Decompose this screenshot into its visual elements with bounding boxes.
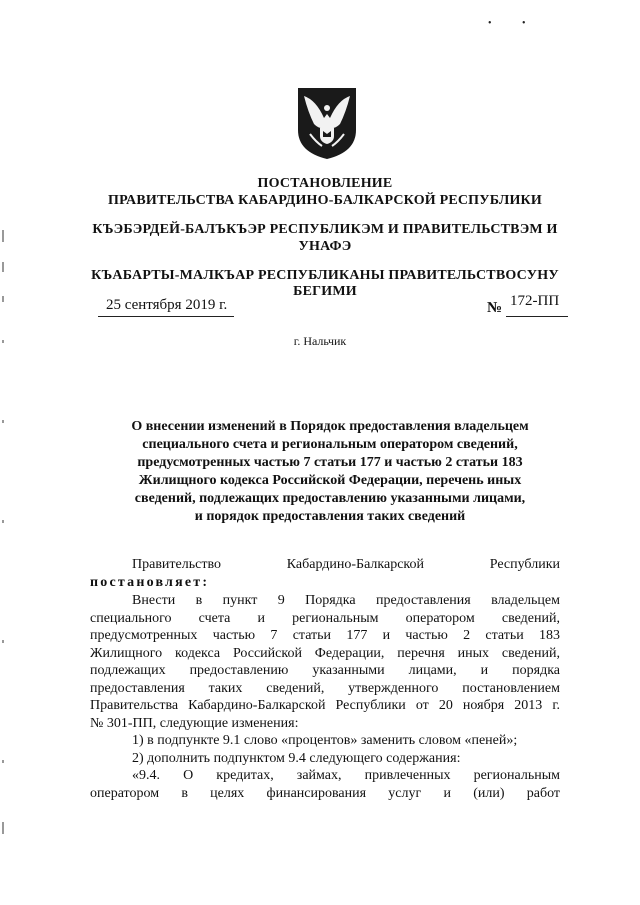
decree-date: 25 сентября 2019 г. — [106, 297, 228, 313]
paragraph-line: «9.4. О кредитах, займах, привлеченных региональным — [132, 768, 560, 783]
decree-title — [100, 418, 560, 526]
number-underline — [506, 316, 568, 317]
government-line — [132, 557, 560, 573]
gov-word: Правительство — [132, 557, 221, 572]
title-line: О внесении изменений в Порядок предоставления владельцем — [131, 419, 529, 434]
paragraph-line: подлежащих предоставлению указанными лицами, и порядка — [90, 663, 560, 678]
issuer-krc-heading-line1: КЪАБАРТЫ-МАЛКЪАР РЕСПУБЛИКАНЫ ПРАВИТЕЛЬСТВОСУНУ — [91, 268, 559, 283]
gov-word: Республики — [489, 557, 560, 572]
corner-scan-marks: • • — [488, 18, 540, 29]
date-underline — [98, 316, 234, 317]
left-scan-marks — [2, 0, 6, 905]
paragraph-line: оператором в целях финансирования услуг и (или) работ — [90, 785, 560, 801]
paragraph-line: предоставления таких сведений, утвержденного постановлением — [90, 680, 560, 696]
paragraph-line: № 301-ПП, следующие изменения: — [90, 715, 299, 731]
doc-type-heading: ПОСТАНОВЛЕНИЕ — [257, 176, 393, 191]
gov-word: Кабардино-Балкарской — [286, 557, 424, 572]
city: г. Нальчик — [293, 334, 347, 348]
title-line: специального счета и региональным оператором сведений, — [142, 437, 518, 452]
paragraph-line: Правительства Кабардино-Балкарской Республики от 20 ноября 2013 г. — [90, 698, 560, 713]
title-line: предусмотренных частью 7 статьи 177 и частью 2 статьи 183 — [137, 455, 523, 470]
list-item-2: 2) дополнить подпунктом 9.4 следующего содержания: — [132, 750, 461, 766]
title-line: Жилищного кодекса Российской Федерации, перечень иных — [138, 473, 522, 488]
paragraph-line: Внести в пункт 9 Порядка предоставления владельцем — [132, 593, 560, 608]
issuer-krc-heading-line2: БЕГИМИ — [293, 284, 357, 299]
number-sign: № — [487, 300, 503, 316]
paragraph-main — [90, 592, 560, 802]
issuer-kbd-heading-line2: УНАФЭ — [298, 239, 352, 254]
issuer-kbd-heading-line1: КЪЭБЭРДЕЙ-БАЛЪКЪЭР РЕСПУБЛИКЭМ И ПРАВИТЕЛЬСТВЭМ И — [92, 222, 558, 237]
paragraph-line: специального счета и региональным оператором сведений, — [90, 610, 560, 626]
decree-number: 172-ПП — [510, 293, 560, 309]
paragraph-line: предусмотренных частью 7 статьи 177 и частью 2 статьи 183 — [90, 628, 560, 643]
title-line: и порядок предоставления таких сведений — [194, 509, 466, 524]
issuer-ru-heading: ПРАВИТЕЛЬСТВА КАБАРДИНО-БАЛКАРСКОЙ РЕСПУБЛИКИ — [107, 193, 543, 208]
paragraph-line: Жилищного кодекса Российской Федерации, перечня иных сведений, — [90, 645, 560, 661]
kbr-coat-of-arms-icon — [296, 84, 358, 160]
decree-word: постановляет: — [90, 575, 210, 590]
title-line: сведений, подлежащих предоставлению указанными лицами, — [134, 491, 526, 506]
list-item-1: 1) в подпункте 9.1 слово «процентов» заменить словом «пеней»; — [132, 733, 518, 748]
